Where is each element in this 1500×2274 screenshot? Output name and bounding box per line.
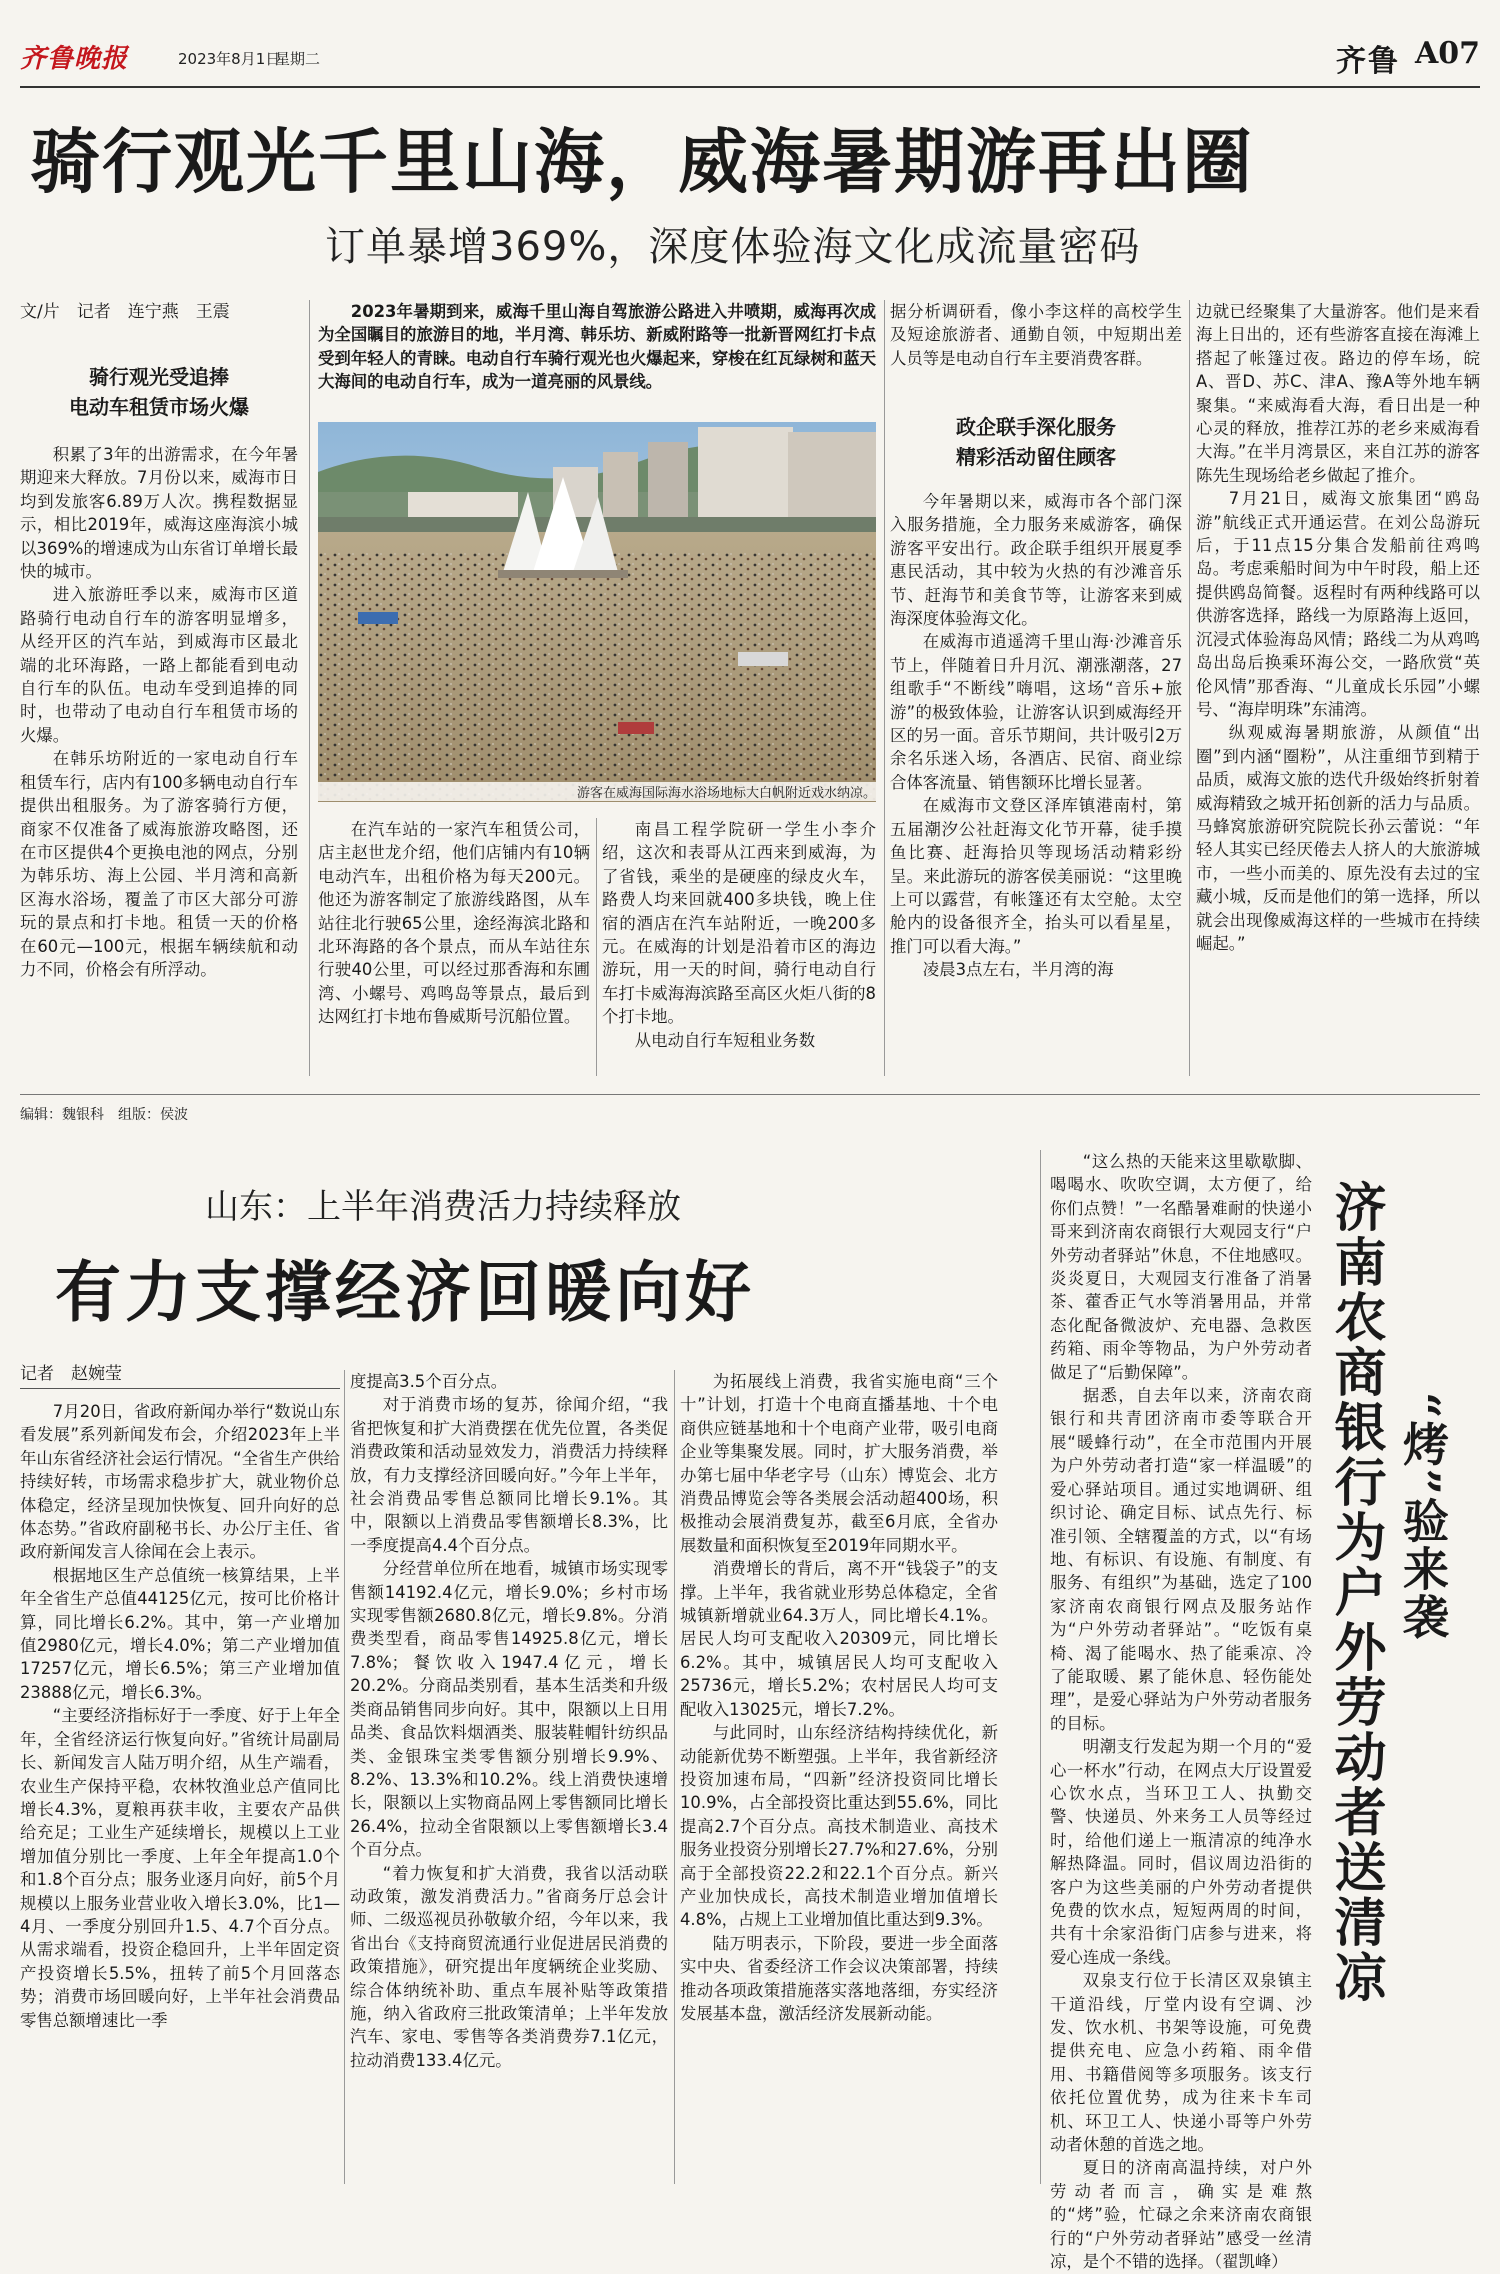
story3-p1: “这么热的天能来这里歇歇脚、喝喝水、吹吹空调，太方便了，给你们点赞！”一名酷暑难耐的快递小哥来到济南农商银行大观园支行“户外劳动者驿站”休息，不住地感叹。炎炎夏日，大观园支行准备了消暑茶、藿香正气水等消暑用品，并常态化配备微波炉、充电器、急救医药箱、雨伞等物品，为户外劳动者做足了“后勤保障”。: [1050, 1152, 1312, 1382]
story1-column-4-top: [890, 300, 1182, 396]
story1-headline: 骑行观光千里山海，威海暑期游再出圈: [30, 120, 1254, 203]
story3-p4: 双泉支行位于长清区双泉镇主干道沿线，厅堂内设有空调、沙发、饮水机、书架等设施，可免费提供充电、应急小药箱、雨伞借用、书籍借阅等多项服务。该支行依托位置优势，成为往来卡车司机、环卫工人、快递小哥等户外劳动者休憩的首选之地。: [1050, 1971, 1312, 2155]
story1-lead-text: 2023年暑期到来，威海千里山海自驾旅游公路进入井喷期，威海再次成为全国瞩目的旅游目的地，半月湾、韩乐坊、新威附路等一批新晋网红打卡点受到年轻人的青睐。电动自行车骑行观光也火爆起来，穿梭在红瓦绿树和蓝天大海间的电动自行车，成为一道亮丽的风景线。: [318, 302, 876, 392]
story1-column-5: [1196, 300, 1480, 1076]
story3-p2: 据悉，自去年以来，济南农商银行和共青团济南市委等联合开展“暖蜂行动”，在全市范围内开展为户外劳动者打造“家一样温暖”的爱心驿站项目。通过实地调研、组织讨论、确定目标、试点先行、标准引领、全辖覆盖的方式，以“有场地、有标识、有设施、有制度、有服务、有组织”为基础，选定了100家济南农商银行网点及服务站作为“户外劳动者驿站”。“吃饭有桌椅、渴了能喝水、热了能乘凉、冷了能取暖、累了能休息、轻伤能处理”，是爱心驿站为户外劳动者服务的目标。: [1050, 1386, 1312, 1733]
column-rule: [596, 818, 597, 1076]
story1-col4-p4: 凌晨3点左右，半月湾的海: [922, 960, 1114, 980]
story2-col3-p1: 为拓展线上消费，我省实施电商“三个十”计划，打造十个电商直播基地、十个电商供应链基地和十个电商产业带，吸引电商企业等集聚发展。同时，扩大服务消费，举办第七届中华老字号（山东）博览会、北方消费品博览会等各类展会活动超400场，积极推动会展消费复苏，截至6月底，全省办展数量和面积恢复至2019年同期水平。: [680, 1372, 998, 1555]
column-rule: [309, 300, 310, 1076]
story2-col3-p3: 与此同时，山东经济结构持续优化，新动能新优势不断塑强。上半年，我省新经济投资加速布局，“四新”经济投资同比增长10.9%，占全部投资比重达到55.6%，同比提高2.7个百分点。高技术制造业、高技术服务业投资分别增长27.7%和27.6%，分别高于全部投资22.2和22.1个百分点。新兴产业加快成长，高技术制造业增加值增长4.8%，占规上工业增加值比重达到9.3%。: [680, 1723, 998, 1930]
section-name: 齐鲁: [1336, 44, 1400, 79]
story2-col1-p3: “主要经济指标好于一季度、好于上年全年，全省经济运行恢复向好。”省统计局副局长、新闻发言人陆万明介绍，从生产端看，农业生产保持平稳，农林牧渔业总产值同比增长4.3%，夏粮再获丰收，主要农产品供给充足；工业生产延续增长，规模以上工业增加值分别比一季度、上年全年提高1.0个和1.8个百分点；服务业逐月向好，前5个月规模以上服务业营业收入增长3.0%，比1—4月、一季度分别回升1.5、4.7个百分点。从需求端看，投资企稳回升，上半年固定资产投资增长5.5%，扭转了前5个月回落态势；消费市场回暖向好，上半年社会消费品零售总额增速比一季: [20, 1706, 340, 2030]
story3-body: [1050, 1150, 1312, 2272]
section-divider: [20, 1094, 1480, 1095]
story3-p3: 明潮支行发起为期一个月的“爱心一杯水”行动，在网点大厅设置爱心饮水点，当环卫工人、执勤交警、快递员、外来务工人员等经过时，给他们递上一瓶清凉的纯净水解热降温。同时，倡议周边沿街的客户为这些美丽的户外劳动者提供免费的饮水点，短短两周的时间，共有十余家沿街门店参与进来，将爱心连成一条线。: [1050, 1737, 1312, 1967]
story2-headline: 有力支撑经济回暖向好: [55, 1253, 755, 1331]
story1-column-3: [602, 818, 876, 1076]
story2-column-2: [350, 1370, 668, 2184]
issue-weekday: 星期二: [275, 50, 321, 68]
story1-col2-p1: 在汽车站的一家汽车租赁公司，店主赵世龙介绍，他们店铺内有10辆电动汽车，出租价格为每天200元。他还为游客制定了旅游线路图，从车站往北行驶65公里，途经海滨北路和北环海路的各个景点，而从车站往东行驶40公里，可以经过那香海和东圃湾、小螺号、鸡鸣岛等景点，最后到达网红打卡地布鲁威斯号沉船位置。: [318, 820, 590, 1027]
story2-col2-p2: 对于消费市场的复苏，徐闻介绍，“我省把恢复和扩大消费摆在优先位置，各类促消费政策和活动显效发力，消费活力持续释放，有力支撑经济回暖向好。”今年上半年，社会消费品零售总额同比增长9.1%。其中，限额以上消费品零售额增长8.3%，比一季度提高4.4个百分点。: [350, 1395, 668, 1555]
story1-col1-p3: 在韩乐坊附近的一家电动自行车租赁车行，店内有100多辆电动自行车提供出租服务。为了游客骑行方便，商家不仅准备了威海旅游攻略图，还在市区提供4个更换电池的网点，分别为韩乐坊、海上公园、半月湾和高新区海水浴场，覆盖了市区大部分可游玩的景点和打卡地。租赁一天的价格在60元—100元，根据车辆续航和动力不同，价格会有所浮动。: [20, 749, 298, 979]
story1-col5-p1: 边就已经聚集了大量游客。他们是来看海上日出的，还有些游客直接在海滩上搭起了帐篷过夜。路边的停车场，皖A、晋D、苏C、津A、豫A等外地车辆聚集。“来威海看大海，看日出是一种心灵的释放，推荐江苏的老乡来威海看大海。”在半月湾景区，来自江苏的游客陈先生现场给老乡做起了推介。: [1196, 302, 1480, 485]
story1-byline: 文/片 记者 连宁燕 王震: [20, 302, 230, 322]
story2-col1-p1: 7月20日，省政府新闻办举行“数说山东看发展”系列新闻发布会，介绍2023年上半年山东省经济社会运行情况。“全省生产供给持续好转，市场需求稳步扩大，就业物价总体稳定，经济呈现加快恢复、回升向好的总体态势。”省政府副秘书长、办公厅主任、省政府新闻发言人徐闻在会上表示。: [20, 1402, 340, 1562]
story2-col1-p2: 根据地区生产总值统一核算结果，上半年全省生产总值44125亿元，按可比价格计算，同比增长6.2%。其中，第一产业增加值2980亿元，增长4.0%；第二产业增加值17257亿元，增长6.5%；第三产业增加值23888亿元，增长6.3%。: [20, 1565, 340, 1702]
story1-col1-p1: 积累了3年的出游需求，在今年暑期迎来大释放。7月份以来，威海市日均到发旅客6.89万人次。携程数据显示，相比2019年，威海这座海滨小城以369%的增速成为山东省订单增长最快的城市。: [20, 445, 298, 582]
story1-column-2: [318, 818, 590, 1076]
story2-col2-p3: 分经营单位所在地看，城镇市场实现零售额14192.4亿元，增长9.0%；乡村市场实现零售额2680.8亿元，增长9.8%。分消费类型看，商品零售14925.8亿元，增长7.8%；餐饮收入1947.4亿元，增长20.2%。分商品类别看，基本生活类和升级类商品销售同步向好。其中，限额以上日用品类、食品饮料烟酒类、服装鞋帽针纺织品类、金银珠宝类零售额分别增长9.9%、8.2%、13.3%和10.2%。线上消费快速增长，限额以上实物商品网上零售额同比增长26.4%，拉动全省限额以上零售额增长3.4个百分点。: [350, 1559, 668, 1860]
editor-credit: 编辑：魏银科 组版：侯波: [20, 1107, 188, 1123]
column-rule: [1040, 1150, 1041, 2184]
story1-col3-p2: 从电动自行车短租业务数: [634, 1030, 816, 1050]
story1-col4-p1: 今年暑期以来，威海市各个部门深入服务措施，全力服务来威游客，确保游客平安出行。政企联手组织开展夏季惠民活动，其中较为火热的有沙滩音乐节、赶海节和美食节等，让游客来到威海深度体验海文化。: [890, 492, 1182, 629]
masthead-rule: [20, 86, 1480, 88]
beach-photo: [318, 422, 876, 802]
story1-col5-p2: 7月21日，威海文旅集团“鸥岛游”航线正式开通运营。在刘公岛游玩后，于11点15分集合发船前往鸡鸣岛。考虑乘船时间为中午时段，船上还提供鸥岛简餐。返程时有两种线路可以供游客选择，路线一为原路海上返回，沉浸式体验海岛风情；路线二为从鸡鸣岛出岛后换乘环海公交，一路欣赏“英伦风情”那香海、“儿童成长乐园”小螺号、“海岸明珠”东浦湾。: [1196, 489, 1480, 719]
photo-caption: 游客在威海国际海水浴场地标大白帆附近戏水纳凉。: [318, 782, 876, 801]
story2-byline: 记者 赵婉莹: [20, 1364, 122, 1384]
story3-subheadline: “烤”验来袭: [1396, 1392, 1450, 1641]
story1-subhead-2-line2: 精彩活动留住顾客: [956, 445, 1116, 469]
issue-date: 2023年8月1日: [178, 50, 281, 68]
story1-subhead-2: [890, 412, 1182, 472]
story1-col1-p2: 进入旅游旺季以来，威海市区道路骑行电动自行车的游客明显增多，从经开区的汽车站，到威海市区最北端的北环海路，一路上都能看到电动自行车的队伍。电动车受到追捧的同时，也带动了电动自行车租赁市场的火爆。: [20, 585, 298, 745]
column-rule: [674, 1370, 675, 2184]
story1-subhead-1: [20, 362, 298, 422]
story1-lead: [318, 300, 876, 416]
column-rule: [1189, 300, 1190, 1076]
beach-photo-illustration: [318, 422, 876, 802]
story1-col4-p3: 在威海市文登区泽库镇港南村，第五届潮汐公社赶海文化节开幕，徒手摸鱼比赛、赶海拾贝等现场活动精彩纷呈。来此游玩的游客侯美丽说：“这里晚上可以露营，有帐篷还有太空舱。太空舱内的设备很齐全，抬头可以看星星，推门可以看大海。”: [890, 796, 1182, 956]
story3-headline: 济南农商银行为户外劳动者送清凉: [1325, 1180, 1386, 2005]
story1-column-1: [20, 443, 298, 1075]
byline-rule: [20, 1388, 340, 1389]
story2-column-1: [20, 1400, 340, 2184]
story2-col2-p4: “着力恢复和扩大消费，我省以活动联动政策，激发消费活力。”省商务厅总会计师、二级巡视员孙敬敏介绍，今年以来，我省出台《支持商贸流通行业促进居民消费的政策措施》，研究提出年度辆统企业奖励、综合体纳统补助、重点车展补贴等政策措施，纳入省政府三批政策清单；上半年发放汽车、家电、零售等各类消费券7.1亿元，拉动消费133.4亿元。: [350, 1863, 668, 2070]
story2-kicker: 山东：上半年消费活力持续释放: [205, 1187, 681, 1227]
newspaper-logo: 齐鲁晚报: [20, 44, 129, 74]
story3-p5: 夏日的济南高温持续，对户外劳动者而言，确实是难熬的“烤”验，忙碌之余来济南农商银行的“户外劳动者驿站”感受一丝清凉，是个不错的选择。（翟凯峰）: [1050, 2158, 1312, 2272]
story1-col4-top-text: 据分析调研看，像小李这样的高校学生及短途旅游者、通勤自领，中短期出差人员等是电动自行车主要消费客群。: [890, 302, 1182, 368]
column-rule: [344, 1370, 345, 2184]
story2-col3-p4: 陆万明表示，下阶段，要进一步全面落实中央、省委经济工作会议决策部署，持续推动各项政策措施落实落地落细，夯实经济发展基本盘，激活经济发展新动能。: [680, 1933, 998, 2023]
story1-subheadline: 订单暴增369%，深度体验海文化成流量密码: [325, 224, 1141, 270]
story1-subhead-2-line1: 政企联手深化服务: [956, 415, 1116, 439]
story1-column-4: [890, 490, 1182, 1076]
story1-subhead-1-line1: 骑行观光受追捧: [89, 365, 229, 389]
story1-col5-p3: 纵观威海暑期旅游，从颜值“出圈”到内涵“圈粉”，从注重细节到精于品质，威海文旅的迭代升级始终折射着威海精致之城开拓创新的活力与品质。马蜂窝旅游研究院院长孙云蕾说：“年轻人其实已经厌倦去人挤人的大旅游城市，一些小而美的、原先没有去过的宝藏小城，反而是他们的第一选择，所以就会出现像威海这样的一些城市在持续崛起。”: [1196, 723, 1480, 953]
story2-col2-p1: 度提高3.5个百分点。: [350, 1372, 508, 1391]
story1-subhead-1-line2: 电动车租赁市场火爆: [69, 395, 249, 419]
column-rule: [884, 300, 885, 1076]
story1-col4-p2: 在威海市逍遥湾千里山海·沙滩音乐节上，伴随着日升月沉、潮涨潮落，27组歌手“不断线”嗨唱，这场“音乐+旅游”的极致体验，让游客认识到威海经开区的另一面。音乐节期间，共计吸引2万余名乐迷入场，各酒店、民宿、商业综合体客流量、销售额环比增长显著。: [890, 632, 1182, 792]
story1-col3-p1: 南昌工程学院研一学生小李介绍，这次和表哥从江西来到威海，为了省钱，乘坐的是硬座的绿皮火车，路费人均来回就400多块钱，晚上住宿的酒店在汽车站附近，一晚200多元。在威海的计划是沿着市区的海边游玩，用一天的时间，骑行电动自行车打卡威海海滨路至高区火炬八街的8个打卡地。: [602, 820, 876, 1027]
page-number: A07: [1414, 36, 1480, 71]
masthead: [20, 38, 1480, 82]
story2-col3-p2: 消费增长的背后，离不开“钱袋子”的支撑。上半年，我省就业形势总体稳定，全省城镇新增就业64.3万人，同比增长4.1%。居民人均可支配收入20309元，同比增长6.2%。其中，城镇居民人均可支配收入25736元，增长5.2%；农村居民人均可支配收入13025元，增长7.2%。: [680, 1559, 998, 1719]
story2-column-3: [680, 1370, 998, 2184]
